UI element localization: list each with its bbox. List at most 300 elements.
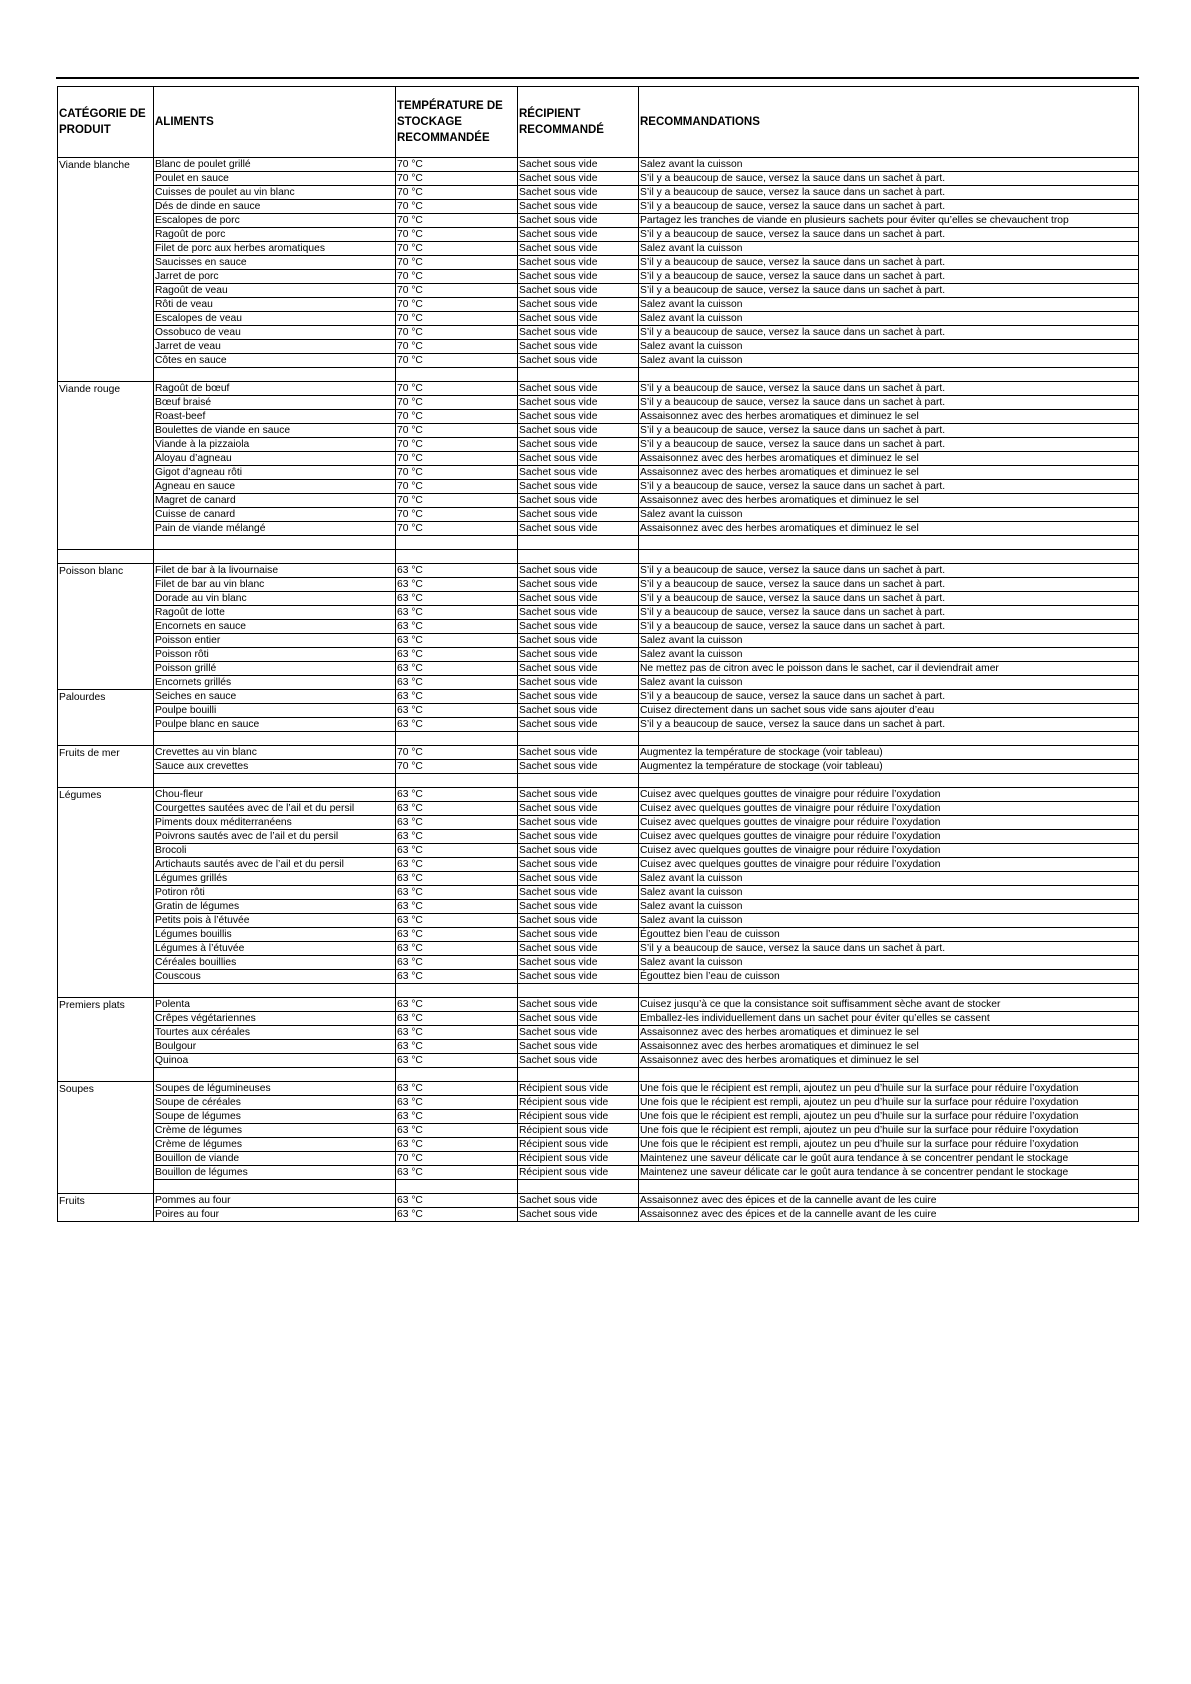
recommendation-cell: S’il y a beaucoup de sauce, versez la sauce dans un sachet à part. xyxy=(639,564,1139,578)
category-cell xyxy=(58,1096,154,1110)
recommendation-cell: S’il y a beaucoup de sauce, versez la sauce dans un sachet à part. xyxy=(639,172,1139,186)
container-cell xyxy=(518,536,639,550)
food-cell: Encornets en sauce xyxy=(154,620,396,634)
container-cell xyxy=(518,732,639,746)
temperature-cell: 70 °C xyxy=(396,200,518,214)
container-cell: Sachet sous vide xyxy=(518,298,639,312)
food-cell: Bouillon de viande xyxy=(154,1152,396,1166)
table-row xyxy=(58,578,1139,592)
table-row xyxy=(58,928,1139,942)
container-cell: Sachet sous vide xyxy=(518,676,639,690)
temperature-cell: 70 °C xyxy=(396,172,518,186)
food-cell: Poivrons sautés avec de l’ail et du persil xyxy=(154,830,396,844)
food-cell: Magret de canard xyxy=(154,494,396,508)
container-cell: Sachet sous vide xyxy=(518,200,639,214)
recommendation-cell: Cuisez avec quelques gouttes de vinaigre pour réduire l’oxydation xyxy=(639,858,1139,872)
food-cell: Soupe de céréales xyxy=(154,1096,396,1110)
temperature-cell: 70 °C xyxy=(396,242,518,256)
temperature-cell: 70 °C xyxy=(396,382,518,396)
container-cell: Sachet sous vide xyxy=(518,662,639,676)
category-cell xyxy=(58,200,154,214)
category-cell xyxy=(58,1166,154,1180)
table-row xyxy=(58,522,1139,536)
table-row xyxy=(58,1054,1139,1068)
category-cell xyxy=(58,270,154,284)
table-row xyxy=(58,312,1139,326)
container-cell: Sachet sous vide xyxy=(518,900,639,914)
food-cell: Jarret de porc xyxy=(154,270,396,284)
recommendation-cell: Égouttez bien l’eau de cuisson xyxy=(639,970,1139,984)
category-cell xyxy=(58,298,154,312)
category-cell xyxy=(58,1152,154,1166)
table-row xyxy=(58,1026,1139,1040)
temperature-cell: 63 °C xyxy=(396,564,518,578)
table-row xyxy=(58,424,1139,438)
temperature-cell: 70 °C xyxy=(396,760,518,774)
temperature-cell: 70 °C xyxy=(396,270,518,284)
container-cell: Sachet sous vide xyxy=(518,704,639,718)
category-cell xyxy=(58,732,154,746)
food-cell: Poisson entier xyxy=(154,634,396,648)
category-cell xyxy=(58,648,154,662)
food-cell: Poires au four xyxy=(154,1208,396,1222)
container-cell: Récipient sous vide xyxy=(518,1082,639,1096)
temperature-cell: 63 °C xyxy=(396,662,518,676)
food-cell: Gigot d’agneau rôti xyxy=(154,466,396,480)
table-row xyxy=(58,1110,1139,1124)
container-cell: Sachet sous vide xyxy=(518,942,639,956)
temperature-cell: 63 °C xyxy=(396,592,518,606)
category-cell xyxy=(58,816,154,830)
container-cell: Sachet sous vide xyxy=(518,1012,639,1026)
food-cell: Côtes en sauce xyxy=(154,354,396,368)
category-cell xyxy=(58,774,154,788)
temperature-cell: 63 °C xyxy=(396,1054,518,1068)
recommendation-cell: S’il y a beaucoup de sauce, versez la sauce dans un sachet à part. xyxy=(639,424,1139,438)
temperature-cell: 63 °C xyxy=(396,648,518,662)
temperature-cell: 70 °C xyxy=(396,494,518,508)
recommendation-cell: Une fois que le récipient est rempli, ajoutez un peu d’huile sur la surface pour réduire l’oxydation xyxy=(639,1138,1139,1152)
food-cell xyxy=(154,774,396,788)
recommendation-cell: S’il y a beaucoup de sauce, versez la sauce dans un sachet à part. xyxy=(639,284,1139,298)
recommendation-cell: Assaisonnez avec des herbes aromatiques et diminuez le sel xyxy=(639,1054,1139,1068)
recommendation-cell: S’il y a beaucoup de sauce, versez la sauce dans un sachet à part. xyxy=(639,326,1139,340)
table-row xyxy=(58,676,1139,690)
container-cell: Sachet sous vide xyxy=(518,1208,639,1222)
table-row xyxy=(58,284,1139,298)
category-cell xyxy=(58,396,154,410)
container-cell: Sachet sous vide xyxy=(518,592,639,606)
container-cell: Sachet sous vide xyxy=(518,788,639,802)
food-cell: Légumes bouillis xyxy=(154,928,396,942)
recommendation-cell: Salez avant la cuisson xyxy=(639,872,1139,886)
recommendation-cell: Cuisez avec quelques gouttes de vinaigre pour réduire l’oxydation xyxy=(639,830,1139,844)
recommendation-cell: Salez avant la cuisson xyxy=(639,158,1139,172)
table-row xyxy=(58,536,1139,550)
category-cell xyxy=(58,1110,154,1124)
table-row xyxy=(58,256,1139,270)
container-cell: Sachet sous vide xyxy=(518,228,639,242)
temperature-cell: 70 °C xyxy=(396,214,518,228)
temperature-cell: 63 °C xyxy=(396,1166,518,1180)
table-row xyxy=(58,956,1139,970)
food-cell: Courgettes sautées avec de l’ail et du persil xyxy=(154,802,396,816)
category-cell xyxy=(58,704,154,718)
food-cell: Escalopes de veau xyxy=(154,312,396,326)
table-row xyxy=(58,886,1139,900)
category-cell xyxy=(58,620,154,634)
table-row xyxy=(58,816,1139,830)
food-cell xyxy=(154,732,396,746)
category-cell xyxy=(58,228,154,242)
food-cell: Polenta xyxy=(154,998,396,1012)
container-cell: Sachet sous vide xyxy=(518,340,639,354)
food-cell: Chou-fleur xyxy=(154,788,396,802)
recommendation-cell: S’il y a beaucoup de sauce, versez la sauce dans un sachet à part. xyxy=(639,396,1139,410)
container-cell: Sachet sous vide xyxy=(518,718,639,732)
temperature-cell: 70 °C xyxy=(396,508,518,522)
recommendation-cell: S’il y a beaucoup de sauce, versez la sauce dans un sachet à part. xyxy=(639,620,1139,634)
category-cell xyxy=(58,592,154,606)
container-cell: Sachet sous vide xyxy=(518,648,639,662)
category-cell xyxy=(58,1138,154,1152)
category-cell xyxy=(58,550,154,564)
temperature-cell: 63 °C xyxy=(396,886,518,900)
food-cell: Potiron rôti xyxy=(154,886,396,900)
container-cell: Récipient sous vide xyxy=(518,1110,639,1124)
container-cell: Sachet sous vide xyxy=(518,172,639,186)
category-cell xyxy=(58,886,154,900)
table-row xyxy=(58,942,1139,956)
container-cell: Sachet sous vide xyxy=(518,466,639,480)
header-categorie: CATÉGORIE DE PRODUIT xyxy=(58,87,154,158)
recommendation-cell: Salez avant la cuisson xyxy=(639,242,1139,256)
temperature-cell: 63 °C xyxy=(396,676,518,690)
category-cell xyxy=(58,578,154,592)
container-cell: Sachet sous vide xyxy=(518,522,639,536)
container-cell xyxy=(518,1180,639,1194)
category-cell xyxy=(58,172,154,186)
table-row xyxy=(58,1124,1139,1138)
category-cell xyxy=(58,424,154,438)
temperature-cell: 70 °C xyxy=(396,340,518,354)
category-cell xyxy=(58,1040,154,1054)
temperature-cell: 63 °C xyxy=(396,928,518,942)
recommendation-cell xyxy=(639,984,1139,998)
table-row xyxy=(58,326,1139,340)
category-cell: Fruits xyxy=(58,1194,154,1208)
table-row xyxy=(58,382,1139,396)
container-cell: Sachet sous vide xyxy=(518,242,639,256)
recommendation-cell: Emballez-les individuellement dans un sachet pour éviter qu’elles se cassent xyxy=(639,1012,1139,1026)
category-cell xyxy=(58,984,154,998)
temperature-cell: 70 °C xyxy=(396,256,518,270)
container-cell: Sachet sous vide xyxy=(518,1194,639,1208)
food-cell: Crème de légumes xyxy=(154,1124,396,1138)
category-cell xyxy=(58,1180,154,1194)
header-aliments: ALIMENTS xyxy=(154,87,396,158)
recommendation-cell: S’il y a beaucoup de sauce, versez la sauce dans un sachet à part. xyxy=(639,578,1139,592)
recommendation-cell: S’il y a beaucoup de sauce, versez la sauce dans un sachet à part. xyxy=(639,200,1139,214)
table-row xyxy=(58,550,1139,564)
food-cell xyxy=(154,1068,396,1082)
container-cell: Sachet sous vide xyxy=(518,872,639,886)
recommendation-cell: Assaisonnez avec des herbes aromatiques et diminuez le sel xyxy=(639,1040,1139,1054)
recommendation-cell: Assaisonnez avec des épices et de la cannelle avant de les cuire xyxy=(639,1194,1139,1208)
recommendation-cell: Salez avant la cuisson xyxy=(639,956,1139,970)
container-cell: Sachet sous vide xyxy=(518,928,639,942)
container-cell: Sachet sous vide xyxy=(518,214,639,228)
table-row xyxy=(58,802,1139,816)
temperature-cell: 63 °C xyxy=(396,1026,518,1040)
top-rule xyxy=(56,77,1139,79)
temperature-cell: 63 °C xyxy=(396,606,518,620)
category-cell xyxy=(58,1026,154,1040)
recommendation-cell: Une fois que le récipient est rempli, ajoutez un peu d’huile sur la surface pour réduire l’oxydation xyxy=(639,1082,1139,1096)
category-cell xyxy=(58,354,154,368)
container-cell xyxy=(518,368,639,382)
container-cell: Sachet sous vide xyxy=(518,690,639,704)
container-cell: Sachet sous vide xyxy=(518,410,639,424)
recommendation-cell: Ne mettez pas de citron avec le poisson dans le sachet, car il deviendrait amer xyxy=(639,662,1139,676)
temperature-cell xyxy=(396,732,518,746)
table-row xyxy=(58,844,1139,858)
recommendation-cell: Cuisez directement dans un sachet sous vide sans ajouter d’eau xyxy=(639,704,1139,718)
container-cell: Sachet sous vide xyxy=(518,578,639,592)
recommendation-cell: Cuisez avec quelques gouttes de vinaigre pour réduire l’oxydation xyxy=(639,816,1139,830)
category-cell xyxy=(58,634,154,648)
food-cell: Brocoli xyxy=(154,844,396,858)
food-cell: Piments doux méditerranéens xyxy=(154,816,396,830)
category-cell xyxy=(58,1012,154,1026)
recommendation-cell: Assaisonnez avec des épices et de la cannelle avant de les cuire xyxy=(639,1208,1139,1222)
container-cell: Sachet sous vide xyxy=(518,620,639,634)
recommendation-cell: Maintenez une saveur délicate car le goût aura tendance à se concentrer pendant le stockage xyxy=(639,1152,1139,1166)
recommendation-cell: Assaisonnez avec des herbes aromatiques et diminuez le sel xyxy=(639,494,1139,508)
temperature-cell xyxy=(396,536,518,550)
recommendation-cell: S’il y a beaucoup de sauce, versez la sauce dans un sachet à part. xyxy=(639,942,1139,956)
table-row xyxy=(58,340,1139,354)
recommendation-cell: Salez avant la cuisson xyxy=(639,648,1139,662)
category-cell xyxy=(58,452,154,466)
container-cell: Sachet sous vide xyxy=(518,1040,639,1054)
food-cell: Crevettes au vin blanc xyxy=(154,746,396,760)
container-cell: Sachet sous vide xyxy=(518,1026,639,1040)
food-cell: Boulgour xyxy=(154,1040,396,1054)
table-row xyxy=(58,620,1139,634)
container-cell: Sachet sous vide xyxy=(518,956,639,970)
category-cell xyxy=(58,830,154,844)
container-cell: Sachet sous vide xyxy=(518,382,639,396)
food-cell: Cuisse de canard xyxy=(154,508,396,522)
container-cell: Sachet sous vide xyxy=(518,158,639,172)
table-row xyxy=(58,1012,1139,1026)
food-cell: Pain de viande mélangé xyxy=(154,522,396,536)
recommendation-cell: S’il y a beaucoup de sauce, versez la sauce dans un sachet à part. xyxy=(639,186,1139,200)
category-cell xyxy=(58,858,154,872)
temperature-cell xyxy=(396,984,518,998)
category-cell xyxy=(58,480,154,494)
container-cell: Sachet sous vide xyxy=(518,424,639,438)
category-cell xyxy=(58,284,154,298)
container-cell xyxy=(518,774,639,788)
food-cell: Seiches en sauce xyxy=(154,690,396,704)
temperature-cell: 63 °C xyxy=(396,942,518,956)
container-cell: Sachet sous vide xyxy=(518,760,639,774)
table-row xyxy=(58,1068,1139,1082)
category-cell xyxy=(58,466,154,480)
temperature-cell: 70 °C xyxy=(396,298,518,312)
food-cell: Petits pois à l’étuvée xyxy=(154,914,396,928)
table-row xyxy=(58,298,1139,312)
recommendation-cell: Salez avant la cuisson xyxy=(639,508,1139,522)
container-cell: Sachet sous vide xyxy=(518,970,639,984)
food-cell: Jarret de veau xyxy=(154,340,396,354)
category-cell xyxy=(58,1054,154,1068)
recommendation-cell xyxy=(639,536,1139,550)
food-cell xyxy=(154,1180,396,1194)
category-cell xyxy=(58,928,154,942)
category-cell xyxy=(58,844,154,858)
container-cell: Sachet sous vide xyxy=(518,186,639,200)
recommendation-cell: Salez avant la cuisson xyxy=(639,886,1139,900)
category-cell: Soupes xyxy=(58,1082,154,1096)
container-cell: Sachet sous vide xyxy=(518,564,639,578)
temperature-cell: 63 °C xyxy=(396,1110,518,1124)
table-row xyxy=(58,1194,1139,1208)
recommendation-cell xyxy=(639,774,1139,788)
temperature-cell: 70 °C xyxy=(396,396,518,410)
temperature-cell: 63 °C xyxy=(396,1194,518,1208)
recommendation-cell: Égouttez bien l’eau de cuisson xyxy=(639,928,1139,942)
food-cell: Aloyau d’agneau xyxy=(154,452,396,466)
table-row xyxy=(58,1152,1139,1166)
food-cell: Légumes à l’étuvée xyxy=(154,942,396,956)
recommendation-cell: Salez avant la cuisson xyxy=(639,298,1139,312)
temperature-cell xyxy=(396,1068,518,1082)
temperature-cell: 70 °C xyxy=(396,522,518,536)
food-cell: Ragoût de veau xyxy=(154,284,396,298)
category-cell xyxy=(58,256,154,270)
table-row xyxy=(58,914,1139,928)
recommendation-cell: S’il y a beaucoup de sauce, versez la sauce dans un sachet à part. xyxy=(639,270,1139,284)
food-cell: Poulpe blanc en sauce xyxy=(154,718,396,732)
temperature-cell: 63 °C xyxy=(396,1040,518,1054)
food-cell: Escalopes de porc xyxy=(154,214,396,228)
table-row xyxy=(58,368,1139,382)
table-row xyxy=(58,760,1139,774)
temperature-cell: 63 °C xyxy=(396,1208,518,1222)
food-cell: Ragoût de porc xyxy=(154,228,396,242)
food-cell: Ragoût de bœuf xyxy=(154,382,396,396)
table-row xyxy=(58,1082,1139,1096)
table-row xyxy=(58,508,1139,522)
food-cell: Blanc de poulet grillé xyxy=(154,158,396,172)
table-row xyxy=(58,1040,1139,1054)
recommendation-cell: Salez avant la cuisson xyxy=(639,340,1139,354)
recommendation-cell: Assaisonnez avec des herbes aromatiques et diminuez le sel xyxy=(639,410,1139,424)
container-cell: Sachet sous vide xyxy=(518,858,639,872)
table-row xyxy=(58,732,1139,746)
recommendation-cell xyxy=(639,732,1139,746)
category-cell xyxy=(58,970,154,984)
temperature-cell: 63 °C xyxy=(396,788,518,802)
recommendation-cell: Salez avant la cuisson xyxy=(639,914,1139,928)
recommendation-cell: Salez avant la cuisson xyxy=(639,900,1139,914)
food-cell: Poisson rôti xyxy=(154,648,396,662)
table-row xyxy=(58,1180,1139,1194)
food-cell: Céréales bouillies xyxy=(154,956,396,970)
recommendation-cell xyxy=(639,368,1139,382)
container-cell: Sachet sous vide xyxy=(518,634,639,648)
food-cell: Soupes de légumineuses xyxy=(154,1082,396,1096)
category-cell xyxy=(58,718,154,732)
temperature-cell: 63 °C xyxy=(396,1124,518,1138)
recommendation-cell: Salez avant la cuisson xyxy=(639,676,1139,690)
container-cell: Sachet sous vide xyxy=(518,746,639,760)
food-cell: Légumes grillés xyxy=(154,872,396,886)
container-cell: Récipient sous vide xyxy=(518,1096,639,1110)
container-cell: Sachet sous vide xyxy=(518,508,639,522)
table-row xyxy=(58,228,1139,242)
recommendation-cell: S’il y a beaucoup de sauce, versez la sauce dans un sachet à part. xyxy=(639,606,1139,620)
recommendation-cell: S’il y a beaucoup de sauce, versez la sauce dans un sachet à part. xyxy=(639,228,1139,242)
table-body xyxy=(58,158,1139,1222)
container-cell: Sachet sous vide xyxy=(518,270,639,284)
recommendation-cell: Salez avant la cuisson xyxy=(639,634,1139,648)
food-cell: Tourtes aux céréales xyxy=(154,1026,396,1040)
recommendation-cell: Une fois que le récipient est rempli, ajoutez un peu d’huile sur la surface pour réduire l’oxydation xyxy=(639,1110,1139,1124)
category-cell xyxy=(58,1068,154,1082)
container-cell: Récipient sous vide xyxy=(518,1152,639,1166)
table-row xyxy=(58,718,1139,732)
temperature-cell: 63 °C xyxy=(396,872,518,886)
category-cell xyxy=(58,676,154,690)
table-row xyxy=(58,998,1139,1012)
temperature-cell: 70 °C xyxy=(396,284,518,298)
table-row xyxy=(58,452,1139,466)
recommendation-cell: Augmentez la température de stockage (voir tableau) xyxy=(639,760,1139,774)
temperature-cell: 63 °C xyxy=(396,578,518,592)
recommendation-cell: Cuisez jusqu’à ce que la consistance soit suffisamment sèche avant de stocker xyxy=(639,998,1139,1012)
header-temperature: TEMPÉRATURE DE STOCKAGE RECOMMANDÉE xyxy=(396,87,518,158)
table-row xyxy=(58,214,1139,228)
table-row xyxy=(58,438,1139,452)
food-cell: Bœuf braisé xyxy=(154,396,396,410)
category-cell xyxy=(58,956,154,970)
container-cell: Sachet sous vide xyxy=(518,438,639,452)
food-cell: Filet de porc aux herbes aromatiques xyxy=(154,242,396,256)
category-cell: Palourdes xyxy=(58,690,154,704)
table-row xyxy=(58,872,1139,886)
category-cell xyxy=(58,802,154,816)
container-cell: Sachet sous vide xyxy=(518,284,639,298)
recommendation-cell: Cuisez avec quelques gouttes de vinaigre pour réduire l’oxydation xyxy=(639,844,1139,858)
table-row xyxy=(58,1096,1139,1110)
container-cell: Sachet sous vide xyxy=(518,494,639,508)
food-cell: Boulettes de viande en sauce xyxy=(154,424,396,438)
table-row xyxy=(58,172,1139,186)
category-cell xyxy=(58,942,154,956)
food-cell: Couscous xyxy=(154,970,396,984)
temperature-cell: 63 °C xyxy=(396,1012,518,1026)
recommendation-cell: S’il y a beaucoup de sauce, versez la sauce dans un sachet à part. xyxy=(639,690,1139,704)
category-cell xyxy=(58,872,154,886)
storage-table xyxy=(57,86,1139,1222)
table-row xyxy=(58,186,1139,200)
temperature-cell xyxy=(396,550,518,564)
temperature-cell: 70 °C xyxy=(396,452,518,466)
